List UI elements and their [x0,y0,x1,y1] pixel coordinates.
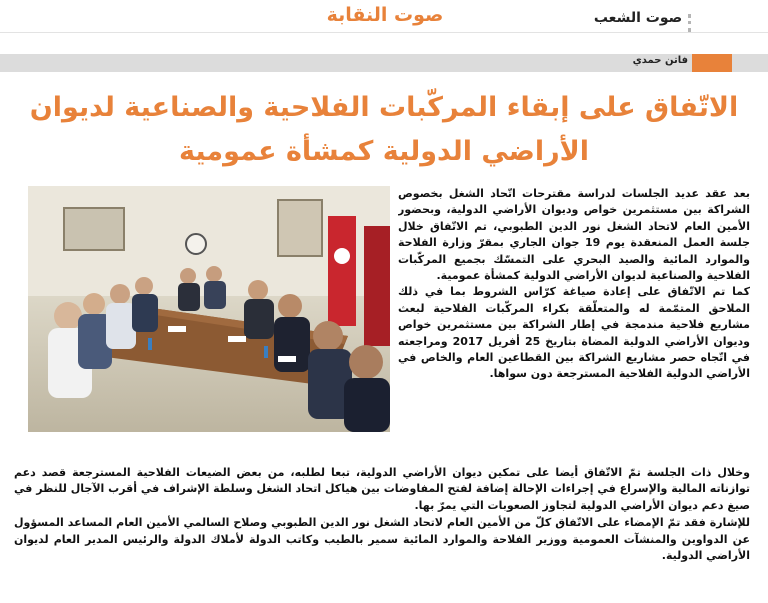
article-paragraph: كما تم الاتّفاق على إعادة صياغة كرّاس الشروط بما في ذلك الملاحق المتمّمة له والمتعلّقة بكراء المركّبات الفلاحية لبعث مشاريع فلاحية مندمجة في إطار الشراكة بين مستثمرين خواص وديوان الأراضي الدولية المضاة بتاريخ 25 أفريل 2017 ومراجعته في اتّجاه حصر مشاريع الشراكة بين القطاعين العام والخاص في الأراضي الدولية الفلاحية المسترجعة دون سواها. [398,285,750,381]
meeting-photo-illustration [28,186,390,432]
section-title: صوت النقابة [326,4,444,26]
meeting-photo [28,186,390,432]
logo-text: صوت الشعب [593,10,683,26]
article-headline: الاتّفاق على إبقاء المركّبات الفلاحية والصناعية لديوان الأراضي الدولية كمشأة عمومية [29,92,739,167]
byline-accent-tab [692,54,732,72]
dotted-divider-icon [688,14,697,32]
masthead [0,0,768,46]
article-full-width [14,465,750,601]
article-column [398,186,750,466]
article-paragraph: بعد عقد عديد الجلسات لدراسة مقترحات اتّحاد الشغل بخصوص الشراكة بين مستثمرين خواص وديوان الأراضي الدولية، وبحضور الأمين العام لاتحاد الشغل نور الدين الطبوبي، تم الاتّفاق خلال جلسة العمل المنعقدة يوم 19 جوان الجاري بمقرّ وزارة الفلاحة والموارد المائية والصيد البحري على التمسّك بجميع المركّبات الفلاحية والصناعية لديوان الأراضي الدولية كمشأة عمومية. [398,187,750,283]
section-divider [0,32,768,33]
byline-author: فاتن حمدي [632,55,688,66]
article-paragraph: للإشارة فقد تمّ الإمضاء على الاتّفاق كلّ من الأمين العام لاتحاد الشغل نور الدين الطبوبي وصلاح السالمي الأمين العام المساعد المسؤول عن الدواوين والمنشآت العمومية ووزير الفلاحة والموارد المائية سمير بالطيب وكاتب الدولة لأملاك الدولة والرئيس المدير العام لديوان الأراضي الدولية. [14,516,750,563]
article-paragraph: وخلال ذات الجلسة تمّ الاتّفاق أيضا على تمكين ديوان الأراضي الدولية، تبعا لطلبه، من بعض الضيعات الفلاحية المسترجعة قصد دعم توازناته المالية والإسراع في إجراءات الإحالة إضافة لفتح المفاوضات بين هياكل اتحاد الشغل وسلطة الإشراف في أقرب الآجال للنظر في صيغ دعم ديوان الأراضي الدولية لتجاوز الصعوبات التي يمرّ بها. [14,466,750,512]
newspaper-logo[interactable] [590,10,686,32]
